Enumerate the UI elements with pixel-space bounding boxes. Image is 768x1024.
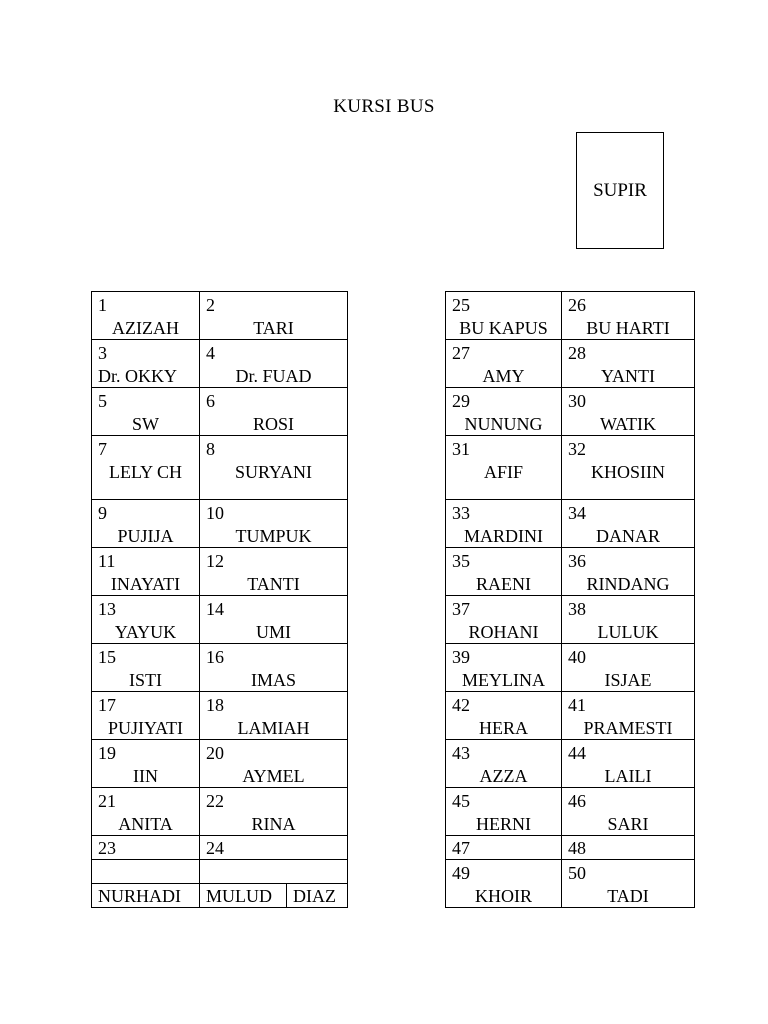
seat-cell [92,644,200,692]
seat-number: 10 [206,503,224,523]
seat-cell [446,740,562,788]
seat-cell [200,644,348,692]
seat-number: 39 [452,647,470,667]
seat-cell [200,388,348,436]
seat-number: 48 [562,836,695,860]
left-seat-table [91,291,348,908]
seat-number: 43 [452,743,470,763]
passenger-name: MARDINI [464,526,543,546]
seat-number: 36 [568,551,586,571]
passenger-name: Dr. OKKY [98,366,177,386]
seat-row [446,740,695,788]
seat-number: 4 [206,343,215,363]
seat-cell [446,548,562,596]
seat-row [92,388,348,436]
seat-cell [562,860,695,908]
seat-cell [92,740,200,788]
passenger-name: TARI [253,318,294,338]
seat-row [92,836,348,860]
seat-number: 23 [92,836,200,860]
seat-number: 46 [568,791,586,811]
seat-row [92,692,348,740]
passenger-name: AFIF [483,462,523,482]
passenger-name: ANITA [118,814,173,834]
seat-number: 47 [446,836,562,860]
seat-row [446,388,695,436]
passenger-name: WATIK [600,414,656,434]
seat-cell [200,292,348,340]
seat-cell [92,436,200,500]
passenger-name: YAYUK [114,622,177,642]
passenger-name: DIAZ [287,884,348,908]
passenger-name: LELY CH [108,462,183,482]
seat-cell [446,596,562,644]
passenger-name: BU HARTI [586,318,670,338]
seat-cell [92,692,200,740]
page-title: KURSI BUS [333,96,435,117]
passenger-name: TANTI [247,574,300,594]
seat-cell [92,500,200,548]
seat-number: 26 [568,295,586,315]
seat-cell [562,740,695,788]
passenger-name: DANAR [595,526,660,546]
seat-cell [562,388,695,436]
seat-cell [446,788,562,836]
seat-row [92,884,348,908]
right-seat-table [445,291,695,908]
seat-number: 16 [206,647,224,667]
seat-cell [446,388,562,436]
seat-row [92,436,348,500]
empty-cell [92,860,200,884]
seat-number: 35 [452,551,470,571]
passenger-name: SURYANI [234,462,313,482]
seat-row [92,500,348,548]
seat-number: 41 [568,695,586,715]
seat-number: 20 [206,743,224,763]
passenger-name: LAILI [604,766,652,786]
seat-number: 21 [98,791,116,811]
seat-cell [92,388,200,436]
seat-cell [200,548,348,596]
seat-number: 6 [206,391,215,411]
seat-row [446,436,695,500]
seat-cell [562,436,695,500]
passenger-name: NUNUNG [464,414,543,434]
seat-number: 1 [98,295,107,315]
passenger-name: LAMIAH [237,718,310,738]
seat-number: 40 [568,647,586,667]
passenger-name: IIN [133,766,158,786]
seat-cell [446,436,562,500]
seat-cell [446,340,562,388]
seat-row [446,788,695,836]
seat-number: 37 [452,599,470,619]
seat-row [446,292,695,340]
passenger-name: MEYLINA [462,670,545,690]
seat-number: 29 [452,391,470,411]
seat-number: 42 [452,695,470,715]
passenger-name: AZIZAH [112,318,179,338]
passenger-name: AYMEL [242,766,305,786]
seat-number: 49 [452,863,470,883]
seat-number: 3 [98,343,107,363]
passenger-name: ROSI [252,414,294,434]
seat-number: 18 [206,695,224,715]
passenger-name: TADI [607,886,649,906]
seat-cell [562,500,695,548]
passenger-name: SARI [607,814,649,834]
passenger-name: RINA [251,814,296,834]
seat-number: 25 [452,295,470,315]
seat-number: 2 [206,295,215,315]
passenger-name: NURHADI [92,884,200,908]
passenger-name: LULUK [597,622,659,642]
seat-row [446,860,695,908]
seat-number: 12 [206,551,224,571]
passenger-name: HERNI [476,814,531,834]
seat-cell [446,292,562,340]
seat-number: 13 [98,599,116,619]
seat-cell [92,596,200,644]
seat-number: 24 [200,836,348,860]
passenger-name: Dr. FUAD [235,366,312,386]
passenger-name: TUMPUK [235,526,312,546]
passenger-name: PUJIYATI [107,718,183,738]
passenger-name: ROHANI [468,622,539,642]
empty-cell [200,860,348,884]
seat-row [92,340,348,388]
seat-cell [92,292,200,340]
seat-row [446,340,695,388]
seat-cell [200,596,348,644]
seat-row [92,596,348,644]
passenger-name: PRAMESTI [583,718,673,738]
seat-number: 28 [568,343,586,363]
seat-cell [200,788,348,836]
seat-cell [562,644,695,692]
seat-row [92,644,348,692]
seat-cell [92,548,200,596]
seat-number: 45 [452,791,470,811]
seat-cell [200,692,348,740]
seat-row [446,548,695,596]
seat-number: 50 [568,863,586,883]
passenger-name: KHOIR [475,886,532,906]
seat-cell [562,692,695,740]
passenger-name: UMI [256,622,291,642]
seat-row [92,740,348,788]
seat-cell [200,500,348,548]
seat-row [446,596,695,644]
seat-row [446,692,695,740]
seat-number: 11 [98,551,116,571]
seat-row [446,500,695,548]
seat-row [446,836,695,860]
seat-row [446,644,695,692]
seat-cell [200,436,348,500]
driver-label: SUPIR [593,179,647,201]
seat-cell [92,788,200,836]
seat-row [92,788,348,836]
seat-row [92,860,348,884]
seat-number: 31 [452,439,470,459]
passenger-name: AMY [482,366,525,386]
passenger-name: AZZA [479,766,528,786]
seat-number: 14 [206,599,224,619]
passenger-name: INAYATI [110,574,181,594]
seat-number: 15 [98,647,116,667]
seat-number: 19 [98,743,116,763]
seat-cell [446,500,562,548]
seat-row [92,292,348,340]
passenger-name: IMAS [250,670,296,690]
seat-number: 34 [568,503,586,523]
seat-cell [562,596,695,644]
seat-number: 17 [98,695,116,715]
seat-number: 22 [206,791,224,811]
seat-cell [446,860,562,908]
passenger-name: ISJAE [604,670,652,690]
seat-number: 7 [98,439,107,459]
passenger-name: MULUD [200,884,287,908]
seat-number: 38 [568,599,586,619]
passenger-name: HERA [479,718,528,738]
seat-cell [562,548,695,596]
seat-cell [200,740,348,788]
seat-number: 30 [568,391,586,411]
seat-cell [446,692,562,740]
seat-number: 8 [206,439,215,459]
seat-number: 5 [98,391,107,411]
seat-cell [200,340,348,388]
passenger-name: SW [132,414,159,434]
passenger-name: RAENI [476,574,531,594]
passenger-name: KHOSIIN [591,462,665,482]
passenger-name: ISTI [129,670,162,690]
seat-number: 44 [568,743,586,763]
seat-cell [446,644,562,692]
seat-number: 27 [452,343,470,363]
seat-cell [562,340,695,388]
seat-cell [92,340,200,388]
passenger-name: YANTI [601,366,655,386]
seat-row [92,548,348,596]
seat-number: 9 [98,503,107,523]
seat-cell [562,788,695,836]
passenger-name: RINDANG [586,574,670,594]
passenger-name: BU KAPUS [459,318,548,338]
driver-seat [576,132,664,249]
passenger-name: PUJIJA [117,526,174,546]
seat-number: 32 [568,439,586,459]
seat-number: 33 [452,503,470,523]
seat-cell [562,292,695,340]
